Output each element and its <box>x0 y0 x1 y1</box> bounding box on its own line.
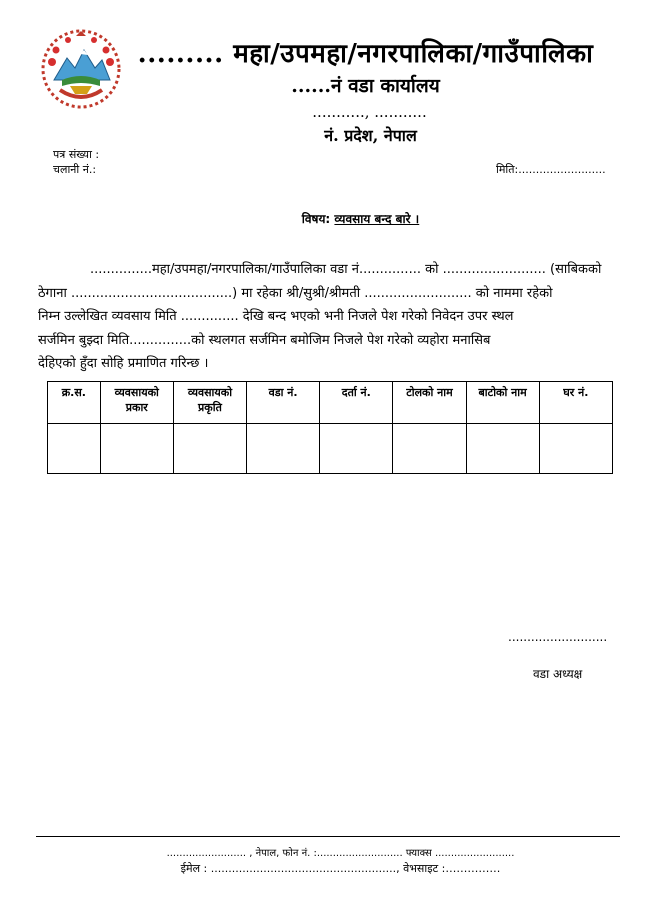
column-header-registration-no: दर्ता नं. <box>320 382 393 424</box>
subject-line <box>0 210 661 227</box>
column-header-house-no: घर नं. <box>539 382 612 424</box>
letter-number-label: पत्र संख्या : <box>53 148 100 161</box>
signature-line: .......................... <box>508 630 608 644</box>
table-cell[interactable] <box>466 424 539 474</box>
subject-label: विषय: <box>301 212 331 226</box>
column-header-road-name: बाटोको नाम <box>466 382 539 424</box>
letterhead-municipality-title: ......... महा/उपमहा/नगरपालिका/गाउँपालिका <box>137 39 594 69</box>
date-field: मिति:......................... <box>496 163 606 176</box>
table-cell[interactable] <box>100 424 173 474</box>
table-cell[interactable] <box>539 424 612 474</box>
business-details-table <box>47 381 613 474</box>
letterhead-province: नं. प्रदेश, नेपाल <box>324 126 417 145</box>
body-line: ...............महा/उपमहा/नगरपालिका/गाउँपालिका वडा नं............... को ......................... (साबिकको <box>90 262 602 277</box>
table-cell[interactable] <box>48 424 101 474</box>
letterhead-ward-office: ......नं वडा कार्यालय <box>291 75 440 97</box>
letterhead-address: ..........., ........... <box>312 103 427 121</box>
table-cell[interactable] <box>247 424 320 474</box>
table-cell[interactable] <box>393 424 466 474</box>
table-row <box>48 424 613 474</box>
column-header-business-type: व्यवसायको प्रकार <box>100 382 173 424</box>
column-header-business-nature: व्यवसायको प्रकृति <box>173 382 246 424</box>
column-header-ward-no: वडा नं. <box>247 382 320 424</box>
dispatch-number-label: चलानी नं.: <box>53 163 97 176</box>
signature-title: वडा अध्यक्ष <box>533 667 583 681</box>
footer-email-website-line: ईमेल : ....................................................., वेभसाइट :…………… <box>180 862 501 875</box>
column-header-serial: क्र.स. <box>48 382 101 424</box>
table-cell[interactable] <box>173 424 246 474</box>
footer-divider <box>36 836 620 837</box>
table-cell[interactable] <box>320 424 393 474</box>
body-line: देहिएको हुँदा सोहि प्रमाणित गरिन्छ । <box>38 356 209 371</box>
body-line: सर्जमिन बुझ्दा मिति...............को स्थलगत सर्जमिन बमोजिम निजले पेश गरेको व्यहोरा मनासिब <box>38 332 491 348</box>
table-header-row <box>48 382 613 424</box>
footer-contact-line: ......................... , नेपाल, फोन नं. :........................... फ्याक्स ......................... <box>166 848 515 859</box>
body-line: निम्न उल्लेखित व्यवसाय मिति .............. देखि बन्द भएको भनी निजले पेश गरेको निवेदन उपर स्थल <box>38 309 514 324</box>
body-line: ठेगाना .......................................) मा रहेका श्री/सुश्री/श्रीमती .......................... को नाममा रहेको <box>38 285 553 301</box>
subject-text: व्यवसाय बन्द बारे । <box>334 212 420 226</box>
column-header-tole-name: टोलको नाम <box>393 382 466 424</box>
body-paragraph <box>38 258 606 376</box>
